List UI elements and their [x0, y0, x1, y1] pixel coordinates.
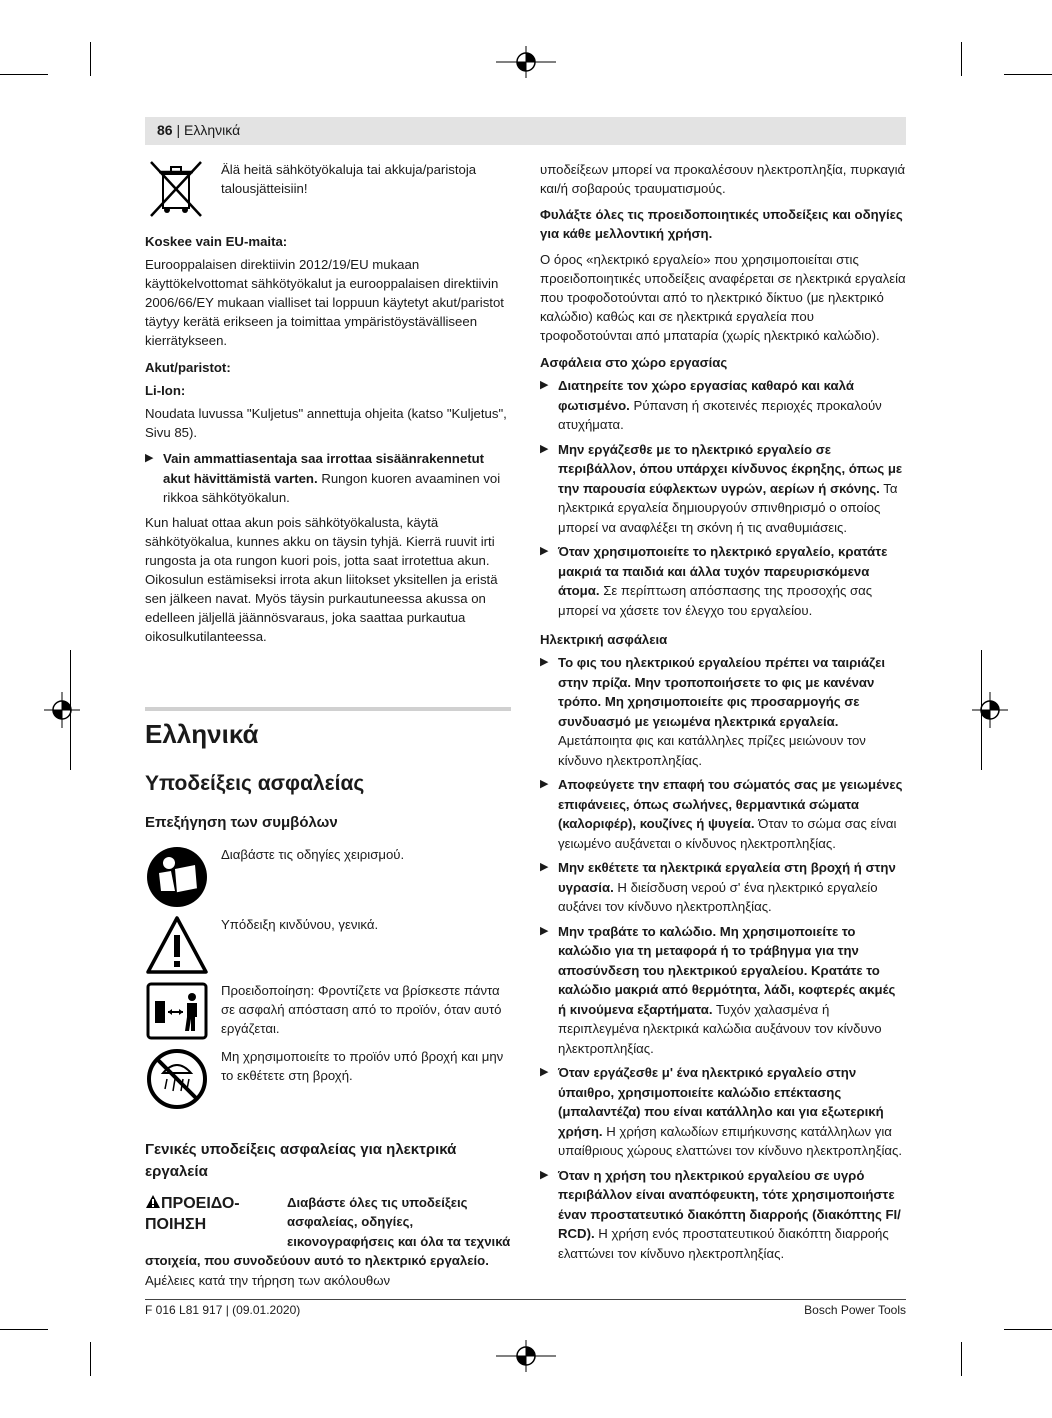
- warning-block: [145, 1193, 511, 1291]
- list-item-bold-text: Το φις του ηλεκτρικού εργαλείου πρέπει να ταιριάζει στην πρίζα. Μην τροποποιήσετε το φις με κανέναν τρόπο. Μη χρησιμοποιείτε φις προσαρμογής σε συνδυασμό με γειωμένα ηλεκτρικά εργαλεία.: [558, 655, 886, 729]
- read-manual-icon: [145, 845, 209, 909]
- symbol-rain-text: Μη χρησιμοποιείτε το προϊόν υπό βροχή και μην το εκθέτετε στη βροχή.: [221, 1048, 504, 1083]
- warning-bold-text: Διαβάστε όλες τις υποδείξεις ασφαλείας, οδηγίες, εικονογραφήσεις και όλα τα τεχνικά στοιχεία, που συνοδεύουν αυτό το ηλεκτρικό εργαλείο.: [145, 1194, 511, 1268]
- list-item-bold-text: Όταν χρησιμοποιείτε το ηλεκτρικό εργαλείο, κρατάτε μακριά τα παιδιά και άλλα τυχόν παρευρισκόμενα άτομα.: [558, 544, 888, 598]
- crop-mark: [90, 42, 91, 76]
- symbol-danger-text: Υπόδειξη κινδύνου, γενικά.: [221, 916, 379, 932]
- work-area-heading: Ασφάλεια στο χώρο εργασίας: [540, 355, 728, 370]
- symbols-title: Επεξήγηση των συμβόλων: [145, 813, 338, 831]
- eu-text: Eurooppalaisen direktiivin 2012/19/EU mukaan käyttökelvottomat sähkötyökalut ja eurooppalaisen direktiivin 2006/66/EY mukaan vialliset tai loppuun käytetyt akut/paristot täytyy kerätä erikseen ja toimittaa ympäristöystävälliseen kierrätykseen.: [145, 257, 504, 348]
- symbol-manual-text: Διαβάστε τις οδηγίες χειρισμού.: [221, 846, 405, 862]
- list-item-bold-text: Διατηρείτε τον χώρο εργασίας καθαρό και καλά φωτισμένο.: [558, 378, 854, 413]
- footer-rule: [145, 1299, 906, 1300]
- bullet-arrow-icon: ▶: [540, 1168, 549, 1181]
- crossed-bin-icon: [145, 160, 209, 218]
- term-definition-text: Ο όρος «ηλεκτρικό εργαλείο» που χρησιμοποιείται στις προειδοποιητικές υποδείξεις αναφέρεται σε ηλεκτρικά εργαλεία που τροφοδοτούνται από το ηλεκτρικό δίκτυο (με ηλεκτρικό καλώδιο) καθώς και σε ηλεκτρικά εργαλεία που τροφοδοτούνται από μπαταρία (χωρίς ηλεκτρικό καλώδιο).: [540, 252, 906, 343]
- keep-distance-icon: [145, 981, 209, 1041]
- list-item-bold-text: Μην εκθέτετε τα ηλεκτρικά εργαλεία στη βροχή ή στην υγρασία.: [558, 860, 896, 895]
- list-item-text: Η χρήση καλωδίων επιμήκυνσης κατάλληλων για υπαίθριους χώρους ελαττώνει τον κίνδυνο ηλεκτροπληξίας.: [558, 1123, 903, 1158]
- list-item-bold-text: Όταν η χρήση του ηλεκτρικού εργαλείου σε υγρό περιβάλλον είναι αναπόφευκτη, τότε χρησιμοποιήστε έναν προστατευτικό διακόπτη διαρροής (διακόπτης FI/ RCD).: [558, 1167, 901, 1241]
- crop-mark: [90, 1342, 91, 1376]
- bullet-arrow-icon: ▶: [540, 1066, 549, 1078]
- list-item: [540, 858, 906, 917]
- eu-heading: Koskee vain EU-maita:: [145, 234, 288, 249]
- warning-rest-text: Αμέλειες κατά την τήρηση των ακόλουθων: [145, 1272, 391, 1288]
- list-item-text: Η χρήση ενός προστατευτικού διακόπτη διαρροής ελαττώνει τον κίνδυνο ηλεκτροπληξίας.: [558, 1226, 889, 1261]
- list-item: [540, 775, 906, 853]
- list-item-text: Ρύπανση ή σκοτεινές περιοχές προκαλούν ατυχήματα.: [558, 397, 882, 432]
- registration-mark-top: [496, 44, 556, 80]
- registration-mark-bottom: [496, 1338, 556, 1374]
- general-safety-title: Γενικές υποδείξεις ασφαλείας για ηλεκτρικά εργαλεία: [145, 1140, 457, 1180]
- list-item-bold-text: Μην τραβάτε το καλώδιο. Μη χρησιμοποιείτε το καλώδιο για τη μεταφορά ή το τράβηγμα για την αποσύνδεση του ηλεκτρικού εργαλείου. Κρατάτε το καλώδιο μακριά από θερμότητα, λάδι, κοφτερές ακμές ή κινούμενα εξαρτήματα.: [558, 923, 896, 1017]
- liion-heading: Li-Ion:: [145, 383, 186, 398]
- footer-doc-code: F 016 L81 917 | (09.01.2020): [145, 1303, 301, 1317]
- warning-label: ΠΡΟΕΙΔΟ-ΠΟΙΗΣΗ: [145, 1194, 240, 1233]
- section-rule: [145, 707, 511, 711]
- electrical-list: [540, 653, 906, 1263]
- list-item-text: Αμετάποιητα φις και κατάλληλες πρίζες μειώνουν τον κίνδυνο ηλεκτροπληξίας.: [558, 733, 866, 768]
- warning-sign-icon: [145, 1194, 161, 1209]
- list-item-bold-text: Αποφεύγετε την επαφή του σώματός σας με γειωμένες επιφάνειες, όπως σωλήνες, θερμαντικά σώματα (καλοριφέρ), κουζίνες ή ψυγεία.: [558, 777, 903, 831]
- list-item: [540, 376, 906, 435]
- crop-mark: [0, 74, 48, 75]
- symbol-row-danger: [145, 915, 511, 975]
- crop-mark: [1004, 74, 1052, 75]
- registration-mark-left: [44, 692, 80, 728]
- continued-text: υποδείξεων μπορεί να προκαλέσουν ηλεκτροπληξία, πυρκαγιά και/ή σοβαρούς τραυματισμούς.: [540, 162, 906, 196]
- bullet-arrow-icon: ▶: [540, 656, 549, 668]
- safety-title: Υποδείξεις ασφαλείας: [145, 771, 365, 795]
- list-item: [540, 440, 906, 538]
- page-number: 86: [157, 122, 173, 138]
- list-item-bold-text: Μην εργάζεσθε με το ηλεκτρικό εργαλείο σε περιβάλλον, όπου υπάρχει κίνδυνος έκρηξης, όπως με την παρουσία εύφλεκτων υγρών, αερίων ή σκόνης.: [558, 441, 903, 496]
- symbol-distance-text: Προειδοποίηση: Φροντίζετε να βρίσκεστε πάντα σε ασφαλή απόσταση από το προϊόν, όταν αυτό εργάζεται.: [221, 982, 502, 1036]
- symbol-row-distance: [145, 981, 511, 1041]
- symbol-row-rain: [145, 1047, 511, 1111]
- bullet-arrow-icon: ▶: [540, 778, 549, 790]
- symbol-row-manual: [145, 845, 511, 909]
- electrical-heading: Ηλεκτρική ασφάλεια: [540, 632, 668, 647]
- right-column: [540, 160, 906, 1268]
- language-title: Ελληνικά: [145, 718, 259, 749]
- list-item-bold-text: Όταν εργάζεσθε μ' ένα ηλεκτρικό εργαλείο στην ύπαιθρο, χρησιμοποιείτε καλώδιο επέκτασης (μπαλαντέζα) που είναι κατάλληλο και για εξωτερική χρήση.: [558, 1065, 884, 1139]
- bullet-arrow-icon: ▶: [540, 442, 549, 455]
- keep-instructions-text: Φυλάξτε όλες τις προειδοποιητικές υποδείξεις και οδηγίες για κάθε μελλοντική χρήση.: [540, 207, 903, 241]
- no-rain-icon: [145, 1047, 209, 1111]
- list-item: [540, 653, 906, 770]
- bullet-arrow-icon: ▶: [540, 924, 549, 937]
- warning-label-box: [145, 1193, 285, 1235]
- registration-mark-right: [972, 692, 1008, 728]
- list-item-text: Τυχόν χαλασμένα ή περιπλεγμένα ηλεκτρικά καλώδια αυξάνουν τον κίνδυνο ηλεκτροπληξίας.: [558, 1001, 882, 1056]
- list-item: [540, 542, 906, 620]
- footer-brand: Bosch Power Tools: [804, 1303, 906, 1317]
- bullet-arrow-icon: ▶: [145, 452, 154, 464]
- list-item-text: Η διείσδυση νερού σ' ένα ηλεκτρικό εργαλείο αυξάνει τον κίνδυνο ηλεκτροπληξίας.: [558, 879, 878, 914]
- crop-mark: [0, 1329, 48, 1330]
- bullet-arrow-icon: ▶: [540, 861, 549, 873]
- header-language: Ελληνικά: [184, 122, 241, 138]
- bullet-arrow-icon: ▶: [540, 545, 549, 557]
- crop-mark: [1004, 1329, 1052, 1330]
- warning-triangle-icon: [145, 915, 209, 975]
- list-item: ▶ Vain ammattiasentaja saa irrottaa sisäänrakennetut akut hävittämistä varten. Rungon kuoren avaaminen voi rikkoa sähkötyökalun.: [145, 451, 501, 505]
- page-header-bar: [145, 117, 906, 145]
- crop-mark: [961, 1342, 962, 1376]
- weee-text: Älä heitä sähkötyökaluja tai akkuja/paristoja talousjätteisiin!: [221, 162, 477, 196]
- crop-mark: [961, 42, 962, 76]
- list-item-text: Τα ηλεκτρικά εργαλεία δημιουργούν σπινθηρισμό ο οποίος μπορεί να αναφλέξει τη σκόνη ή τις αναθυμιάσεις.: [558, 480, 898, 535]
- list-item-text: Σε περίπτωση απόσπασης της προσοχής σας μπορεί να χάσετε τον έλεγχο του εργαλείου.: [558, 583, 873, 618]
- liion-text: Noudata luvussa "Kuljetus" annettuja ohjeita (katso "Kuljetus", Sivu 85).: [145, 406, 507, 440]
- list-item: [540, 1063, 906, 1161]
- list-item: [540, 922, 906, 1059]
- work-area-list: [540, 376, 906, 620]
- disposal-text: Kun haluat ottaa akun pois sähkötyökalusta, käytä sähkötyökalua, kunnes akku on täysin tyhjä. Kierrä ruuvit irti rungosta ja ota rungon kuori pois, jotta saat irrotettua akun. Oikosulun estämiseksi irrota akun liitokset yksitellen ja eristä sen jälkeen navat. Myös täysin purkautuneessa akussa on edelleen jäljellä jäännösvaraus, joka saattaa purkautua oikosulkutilanteessa.: [145, 514, 498, 644]
- battery-heading: Akut/paristot:: [145, 360, 231, 375]
- list-item: [540, 1166, 906, 1264]
- bullet-arrow-icon: ▶: [540, 379, 549, 391]
- weee-notice: [145, 160, 511, 218]
- list-item-text: Όταν το σώμα σας είναι γειωμένο αυξάνεται ο κίνδυνος ηλεκτροπληξίας.: [558, 816, 897, 851]
- left-column: [145, 160, 511, 1290]
- page-header: 86 | Ελληνικά: [157, 122, 241, 138]
